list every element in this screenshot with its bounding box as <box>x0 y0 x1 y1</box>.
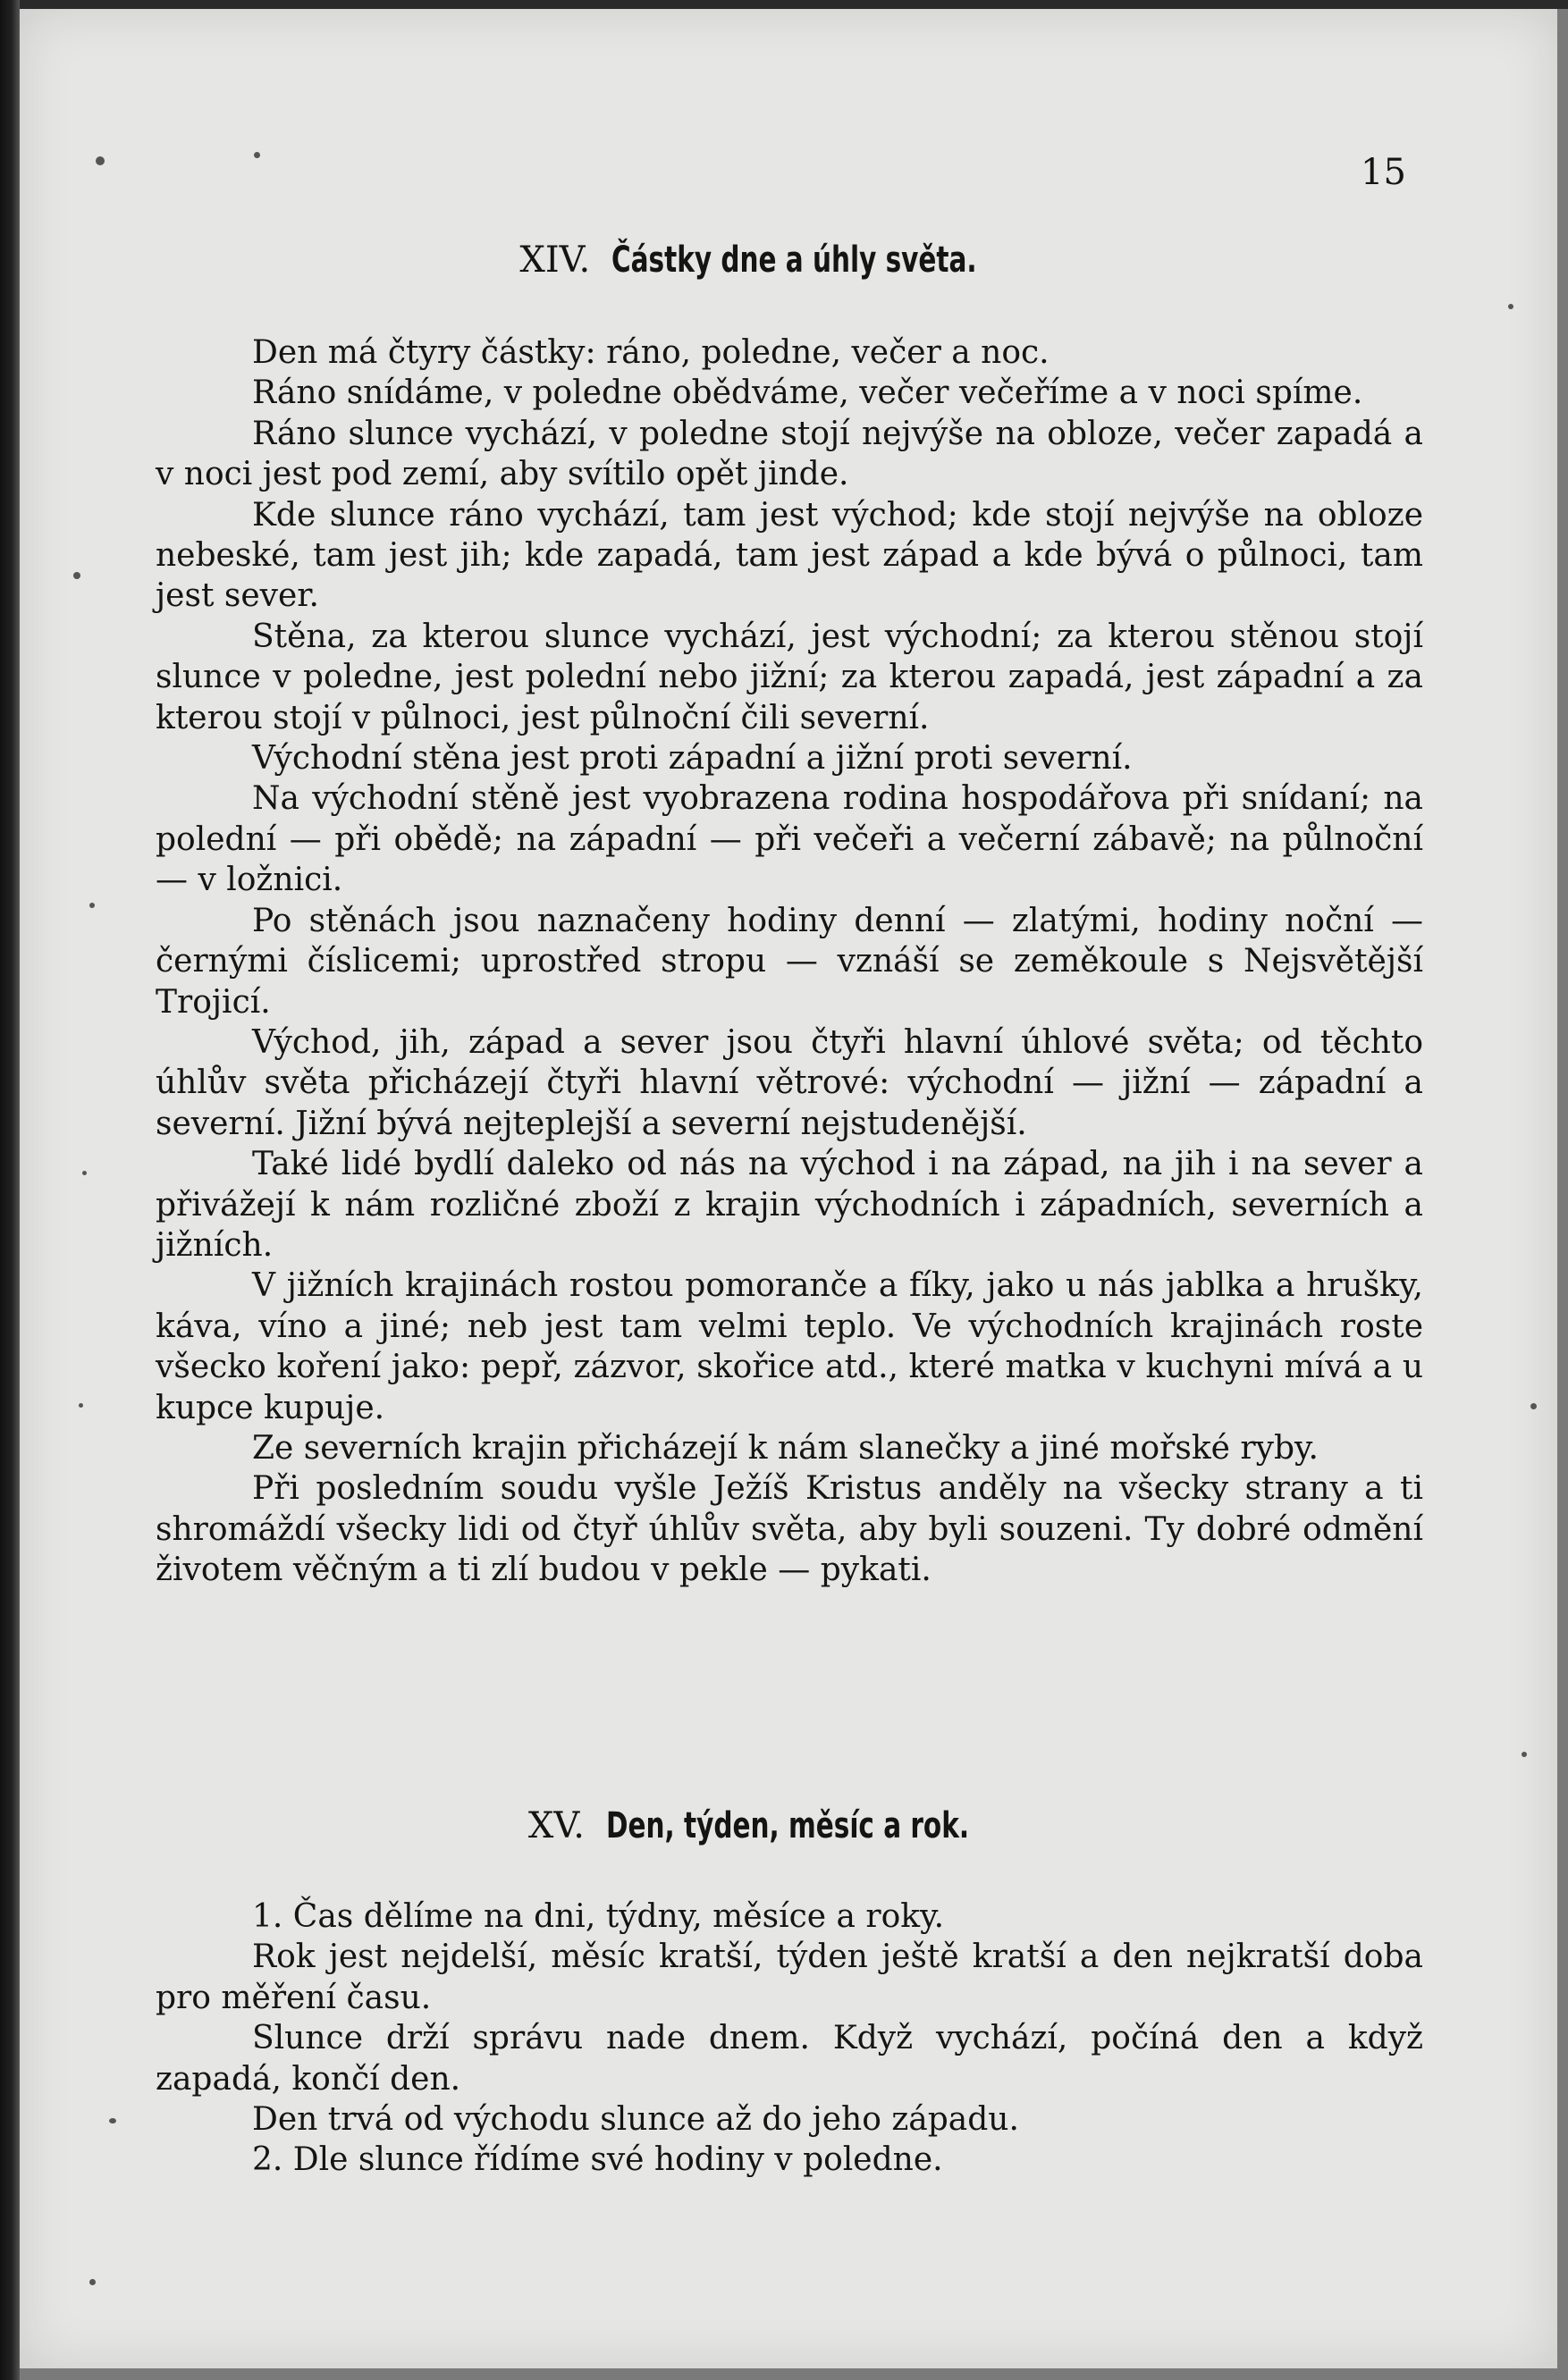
paragraph: Po stěnách jsou naznačeny hodiny denní — zlatými, hodiny noční — černými číslicemi; uprostřed stropu — vznáší se zeměkoule s Nejsvětější Trojicí. <box>156 902 1423 1021</box>
paragraph: Ze severních krajin přicházejí k nám slanečky a jiné mořské ryby. <box>252 1429 1319 1467</box>
section-title: Částky dne a úhly světa. <box>611 240 977 281</box>
section-title: Den, týden, měsíc a rok. <box>605 1805 969 1846</box>
section-xiv-body <box>156 332 1423 1591</box>
book-spine-shadow <box>0 0 20 2380</box>
section-number: XV. <box>527 1805 585 1846</box>
paragraph: 2. Dle slunce řídíme své hodiny v poledne. <box>252 2141 943 2179</box>
paragraph: Východ, jih, západ a sever jsou čtyři hlavní úhlové světa; od těchto úhlův světa přicházejí čtyři hlavní větrové: východní — jižní — západní a severní. Jižní bývá nejteplejší a severní nejstudenější. <box>156 1023 1423 1142</box>
paragraph: Při posledním soudu vyšle Ježíš Kristus anděly na všecky strany a ti shromáždí všecky lidi od čtyř úhlův světa, aby byli souzeni. Ty dobré odmění životem věčným a ti zlí budou v pekle — pykati. <box>156 1470 1423 1589</box>
section-number: XIV. <box>519 240 591 281</box>
paragraph: Ráno slunce vychází, v poledne stojí nejvýše na obloze, večer zapadá a v noci jest pod zemí, aby svítilo opět jinde. <box>156 415 1423 493</box>
paragraph: Na východní stěně jest vyobrazena rodina hospodářova při snídaní; na polední — při obědě; na západní — při večeři a večerní zábavě; na půlnoční — v ložnici. <box>156 780 1423 899</box>
section-xv-body <box>156 1896 1423 2181</box>
paragraph: Rok jest nejdelší, měsíc kratší, týden ještě kratší a den nejkratší doba pro měření času. <box>156 1938 1423 2016</box>
page-top-edge <box>0 0 1568 9</box>
paragraph: Den má čtyry částky: ráno, poledne, večer a noc. <box>252 334 1050 371</box>
paragraph: Kde slunce ráno vychází, tam jest východ; kde stojí nejvýše na obloze nebeské, tam jest jih; kde zapadá, tam jest západ a kde bývá o půlnoci, tam jest sever. <box>156 496 1423 615</box>
paragraph: Den trvá od východu slunce až do jeho západu. <box>252 2101 1019 2139</box>
paragraph: V jižních krajinách rostou pomoranče a fíky, jako u nás jablka a hrušky, káva, víno a jiné; neb jest tam velmi teplo. Ve východních krajinách roste všecko koření jako: pepř, zázvor, skořice atd., které matka v kuchyni mívá a u kupce kupuje. <box>156 1267 1423 1426</box>
paragraph: Také lidé bydlí daleko od nás na východ i na západ, na jih i na sever a přivážejí k nám rozličné zboží z krajin východních i západních, severních a jižních. <box>156 1146 1423 1264</box>
paragraph: Slunce drží správu nade dnem. Když vychází, počíná den a když zapadá, končí den. <box>156 2020 1423 2098</box>
section-heading-xiv <box>20 240 1557 281</box>
page-number: 15 <box>1361 152 1406 193</box>
paragraph: 1. Čas dělíme na dni, týdny, měsíce a roky. <box>252 1898 945 1935</box>
section-heading-xv <box>20 1805 1557 1846</box>
paragraph: Stěna, za kterou slunce vychází, jest východní; za kterou stěnou stojí slunce v poledne, jest polední nebo jižní; za kterou zapadá, jest západní a za kterou stojí v půlnoci, jest půlnoční čili severní. <box>156 618 1423 736</box>
book-page <box>20 9 1557 2368</box>
paragraph: Východní stěna jest proti západní a jižní proti severní. <box>252 740 1133 778</box>
paragraph: Ráno snídáme, v poledne obědváme, večer večeříme a v noci spíme. <box>252 374 1363 412</box>
